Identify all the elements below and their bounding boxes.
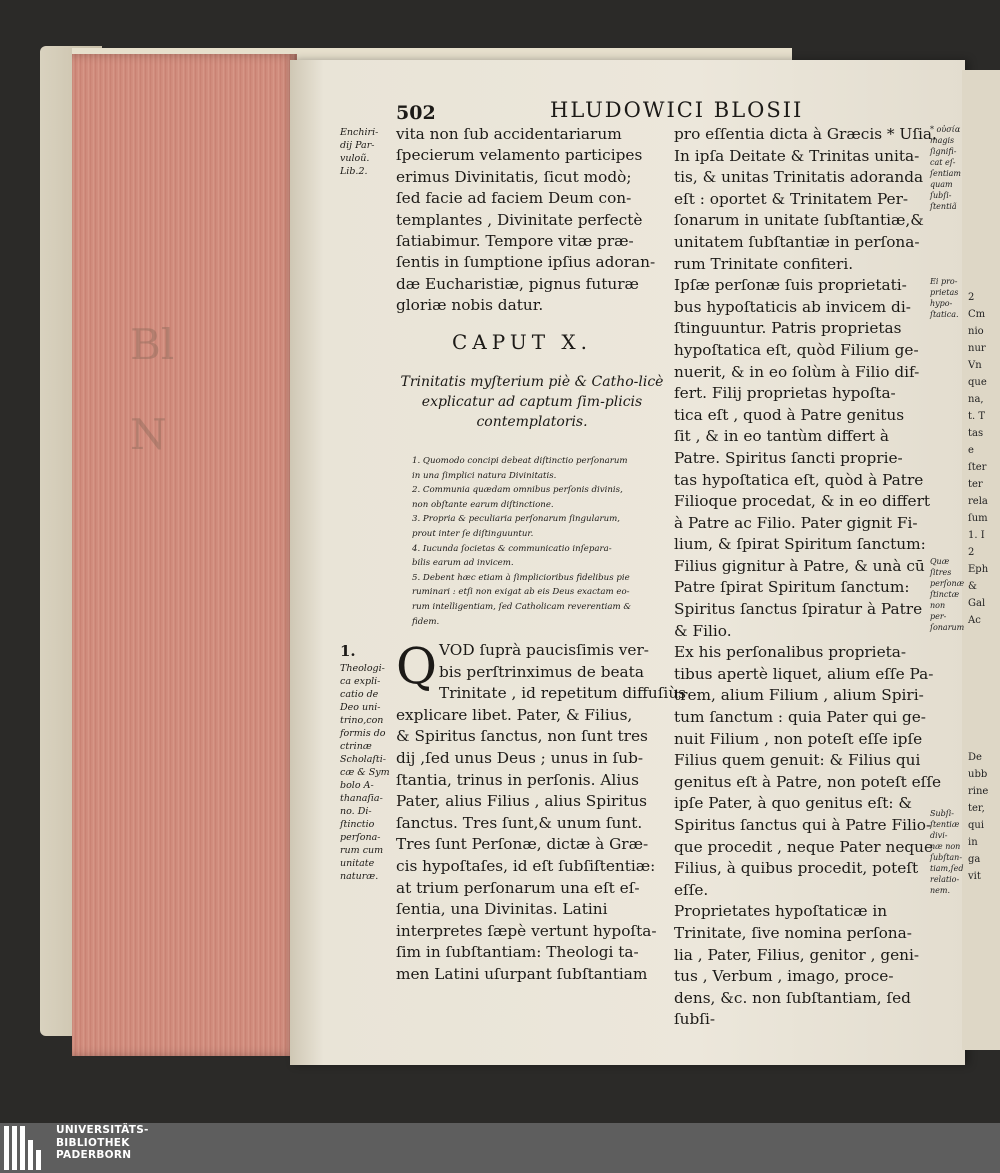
library-logo-icon — [4, 1126, 48, 1170]
text-line: ſtantia, trinus in perſonis. Alius — [396, 770, 639, 789]
text-line: ſentia, una Divinitas. Latini — [396, 900, 608, 919]
margin-note-proprietas — [930, 276, 964, 320]
next-page-fragment: De — [968, 752, 982, 763]
next-page-fragment: ter — [968, 479, 983, 490]
margin-line: relatio- — [930, 875, 960, 884]
margin-line: Deo uni- — [340, 702, 381, 713]
margin-line: cat eſ- — [930, 158, 956, 167]
text-line: ipſe Pater, à quo genitus eſt: & — [674, 794, 913, 813]
margin-line: Theologi- — [340, 663, 385, 674]
library-name: UNIVERSITÄTS- BIBLIOTHEK PADERBORN — [56, 1124, 149, 1161]
next-page-fragment: e — [968, 445, 974, 456]
margin-line: catio de — [340, 689, 379, 700]
margin-line: unitate — [340, 858, 375, 869]
text-line: ſed facie ad faciem Deum con- — [396, 189, 632, 208]
text-line: VOD ſuprà paucisſimis ver- — [439, 641, 649, 659]
text-line: pro eſſentia dicta à Græcis * Uſia. — [674, 125, 937, 143]
text-line: lia , Pater, Filius, genitor , geni- — [674, 945, 920, 964]
text-line: à Patre ac Filio. Pater gignit Fi- — [674, 513, 918, 532]
text-line: lium, & ſpirat Spiritum ſanctum: — [674, 535, 926, 554]
margin-line: ſitres — [930, 568, 952, 577]
text-line: explicare libet. Pater, & Filius, — [396, 705, 633, 724]
summary-line: prout inter ſe diſtinguuntur. — [412, 528, 534, 539]
page-number: 502 — [396, 102, 436, 124]
text-line: hypoſtatica eſt, quòd Filium ge- — [674, 340, 919, 359]
running-head: HLUDOWICI BLOSII — [550, 98, 804, 122]
margin-line: ſubſtan- — [930, 853, 963, 862]
summary-line: bilis earum ad invicem. — [412, 558, 514, 569]
next-page-fragment: nur — [968, 343, 986, 354]
next-page-fragment: t. T — [968, 411, 986, 422]
next-page-fragment: ter, — [968, 803, 985, 814]
margin-line: næ non — [930, 842, 961, 851]
text-line: ſim in ſubſtantiam: Theologi ta- — [396, 943, 639, 962]
next-page-edge — [962, 70, 1000, 1050]
text-line: tica eſt , quod à Patre genitus — [674, 405, 905, 424]
margin-line: nem. — [930, 886, 951, 895]
next-page-fragment: que — [968, 377, 987, 388]
text-line: dæ Eucharistiæ, pignus futuræ — [396, 274, 639, 293]
margin-line: ſtinctio — [340, 819, 375, 830]
text-line: ſanctus. Tres ſunt,& unum ſunt. — [396, 813, 643, 832]
next-page-fragment: nio — [968, 326, 984, 337]
next-page-fragment: & — [968, 581, 977, 592]
margin-line: ſubſi- — [930, 191, 952, 200]
summary-line: in una ſimplici natura Divinitatis. — [412, 470, 557, 481]
text-line: at trium perſonarum una eſt eſ- — [396, 878, 640, 897]
spine-handwriting: Bl N — [130, 320, 175, 459]
next-page-fragment: Vn — [968, 360, 982, 371]
text-line: Patre. Spiritus ſancti proprie- — [674, 448, 903, 467]
margin-line: ſtinctæ — [930, 590, 960, 599]
text-line: tis, & unitas Trinitatis adoranda — [674, 168, 924, 187]
margin-line: ſtatica. — [930, 310, 959, 319]
margin-line: magis — [930, 136, 955, 145]
margin-line: Quæ — [930, 557, 950, 566]
margin-line: perſona- — [340, 832, 381, 843]
text-line: Trinitate , id repetitum diffuſiùs — [439, 684, 687, 703]
chapter-title: CAPUT X. — [452, 330, 592, 354]
text-line: & Spiritus ſanctus, non ſunt tres — [396, 727, 648, 746]
left-column-top-text — [396, 124, 668, 317]
text-line: que procedit , neque Pater neque — [674, 837, 934, 856]
next-page-fragment: vit — [968, 871, 981, 882]
next-page-fragment: 2 — [968, 547, 975, 558]
text-line: interpretes ſæpè vertunt hypoſta- — [396, 921, 657, 940]
margin-line: ſentiam — [930, 169, 961, 178]
margin-line: quam — [930, 180, 953, 189]
text-line: bus hypoſtaticis ab invicem di- — [674, 297, 911, 316]
text-line: Filius quem genuit: & Filius qui — [674, 751, 921, 770]
page-block-edges — [72, 54, 297, 1056]
margin-line: formis do — [340, 728, 386, 739]
text-line: gloriæ nobis datur. — [396, 296, 544, 315]
next-page-fragment: 2 — [968, 292, 975, 303]
text-line: men Latini uſurpant ſubſtantiam — [396, 964, 648, 983]
margin-line: no. Di- — [340, 806, 372, 817]
summary-line: 1. Quomodo concipi debeat diſtinctio perſonarum — [412, 456, 628, 466]
text-line: nuit Filium , non poteſt eſſe ipſe — [674, 729, 923, 748]
argument-line: Trinitatis myſterium piè & Catho- — [400, 374, 639, 390]
margin-line: Ei pro- — [930, 277, 958, 286]
text-line: eſt : oportet & Trinitatem Per- — [674, 189, 909, 208]
margin-line: naturæ. — [340, 871, 379, 882]
text-line: dens, &c. non ſubſtantiam, ſed — [674, 988, 911, 1007]
next-page-fragment: ga — [968, 854, 981, 865]
next-page-fragment: Cm — [968, 309, 986, 320]
margin-line: ctrinæ — [340, 741, 372, 752]
text-line: Filius gignitur à Patre, & unà cū — [674, 556, 925, 575]
summary-line: 2. Communia quædam omnibus perſonis divinis, — [412, 485, 623, 496]
text-line: bis perſtrinximus de beata — [439, 662, 644, 681]
margin-line: ca expli- — [340, 676, 381, 687]
text-line: Ipſæ perſonæ ſuis proprietati- — [674, 276, 907, 295]
margin-line: ſtentiæ — [930, 820, 960, 829]
next-page-fragment: ſum — [968, 513, 988, 524]
text-line: In ipſa Deitate & Trinitas unita- — [674, 146, 920, 165]
margin-line: ſtentiã — [930, 202, 957, 211]
margin-line: hypo- — [930, 299, 953, 308]
next-page-fragment: Gal — [968, 598, 986, 609]
next-page-fragment: Ac — [968, 615, 981, 626]
margin-line: ſignifi- — [930, 147, 957, 156]
text-line: Spiritus ſanctus qui à Patre Filio- — [674, 816, 932, 834]
text-line: Filioque procedat, & in eo differt — [674, 492, 931, 511]
text-line: tum ſanctum : quia Pater qui ge- — [674, 708, 926, 727]
margin-line: perſonæ — [930, 579, 965, 588]
text-line: Spiritus ſanctus ſpiratur à Patre — [674, 600, 923, 619]
next-page-fragment: in — [968, 837, 978, 848]
next-page-fragment: qui — [968, 820, 985, 831]
margin-line: cæ & Sym — [340, 767, 390, 778]
next-page-fragment: rela — [968, 496, 988, 507]
left-column-body-text — [396, 637, 687, 986]
summary-line: 3. Propria & peculiaria perſonarum ſingularum, — [412, 514, 620, 525]
text-line: tus , Verbum , imago, proce- — [674, 967, 894, 986]
summary-line: fidem. — [412, 616, 440, 627]
next-page-fragment: ubb — [968, 769, 988, 780]
summary-line: ruminari : etſi non exigat ab eis Deus exactam eo- — [412, 587, 630, 598]
text-line: tas hypoſtatica eſt, quòd à Patre — [674, 470, 924, 489]
text-line: ſit , & in eo tantùm differt à — [674, 427, 890, 446]
margin-line: ſonarum — [930, 623, 965, 632]
text-line: Proprietates hypoſtaticæ in — [674, 902, 888, 921]
text-line: Trinitate, ſive nomina perſona- — [674, 923, 912, 942]
text-line: fert. Filij proprietas hypoſta- — [674, 384, 896, 403]
next-page-fragment: rine — [968, 786, 989, 797]
next-page-fragment: tas — [968, 428, 984, 439]
text-line: trem, alium Filium , alium Spiri- — [674, 686, 924, 705]
text-line: & Filio. — [674, 621, 732, 640]
next-page-fragment: Eph — [968, 564, 989, 575]
text-line: unitatem ſubſtantiæ in perſona- — [674, 232, 920, 251]
margin-line: * οὐσία — [930, 125, 961, 134]
margin-line: thanaſia- — [340, 793, 383, 804]
margin-line: divi- — [930, 831, 948, 840]
summary-line: non obſtante earum diſtinctione. — [412, 499, 554, 510]
text-line: Patre ſpirat Spiritum ſanctum: — [674, 578, 910, 597]
margin-line: bolo A- — [340, 780, 374, 791]
library-footer-bar — [0, 1123, 1000, 1173]
margin-note-theologia — [340, 662, 392, 883]
text-line: rum Trinitate confiteri. — [674, 254, 854, 273]
text-line: genitus eſt à Patre, non poteſt eſſe — [674, 772, 942, 791]
margin-line: rum cum — [340, 845, 384, 856]
margin-line: trino,con — [340, 715, 384, 726]
summary-line: 5. Debent hæc etiam à ſimplicioribus fidelibus pie — [412, 572, 630, 583]
text-line: Filius, à quibus procedit, poteſt — [674, 859, 919, 878]
next-page-fragment: ſter — [968, 462, 987, 473]
section-number: 1. — [340, 642, 356, 660]
argument-line: plicis contemplatoris. — [476, 394, 643, 430]
text-line: Tres ſunt Perſonæ, dictæ à Græ- — [396, 835, 649, 854]
text-line: ſonarum in unitate ſubſtantiæ,& — [674, 211, 924, 230]
margin-line: Scholaſti- — [340, 754, 386, 765]
margin-line: Subſi- — [930, 809, 954, 818]
text-line: Pater, alius Filius , alius Spiritus — [396, 792, 648, 811]
text-line: ſpecierum velamento participes — [396, 146, 643, 165]
text-line: dij ,ſed unus Deus ; unus in ſub- — [396, 748, 644, 767]
text-line: ſubſi- — [674, 1010, 716, 1029]
text-line: templantes , Divinitate perfectè — [396, 210, 643, 229]
summary-line: 4. Iucunda ſocietas & communicatio inſepara- — [412, 543, 612, 554]
text-line: erimus Divinitatis, ſicut modò; — [396, 167, 632, 186]
argument-line: licè explicatur ad captum ſim- — [421, 374, 664, 410]
text-line: ſentis in ſumptione ipſius adoran- — [396, 253, 656, 272]
margin-note-usia — [930, 124, 964, 212]
summary-line: rum intelligentiam, ſed Catholicam reverentiam & — [412, 601, 632, 612]
drop-cap: Q — [396, 637, 437, 695]
text-line: ſatiabimur. Tempore vitæ præ- — [396, 232, 634, 251]
margin-note-enchiridion: Enchiri- dij Par- vuloũ. Lib.2. — [340, 127, 379, 177]
margin-line: tiam,ſed — [930, 864, 964, 873]
chapter-argument — [396, 372, 668, 432]
text-line: cis hypoſtaſes, id eſt ſubſiſtentiæ: — [396, 856, 656, 875]
text-line: nuerit, & in eo ſolùm à Filio dif- — [674, 362, 920, 381]
text-line: eſſe. — [674, 880, 709, 899]
next-page-fragment: 1. I — [968, 530, 985, 541]
text-line: ſtinguuntur. Patris proprietas — [674, 319, 902, 338]
margin-note-subsistentiae — [930, 808, 964, 896]
margin-line: prietas — [930, 288, 959, 297]
text-line: vita non ſub accidentariarum — [396, 125, 622, 143]
text-line: Ex his perſonalibus proprieta- — [674, 643, 907, 662]
margin-line: non per- — [930, 601, 947, 621]
next-page-fragment: na, — [968, 394, 984, 405]
text-line: tibus apertè liquet, alium eſſe Pa- — [674, 664, 934, 683]
chapter-summary — [412, 454, 670, 629]
margin-note-personae — [930, 556, 964, 633]
